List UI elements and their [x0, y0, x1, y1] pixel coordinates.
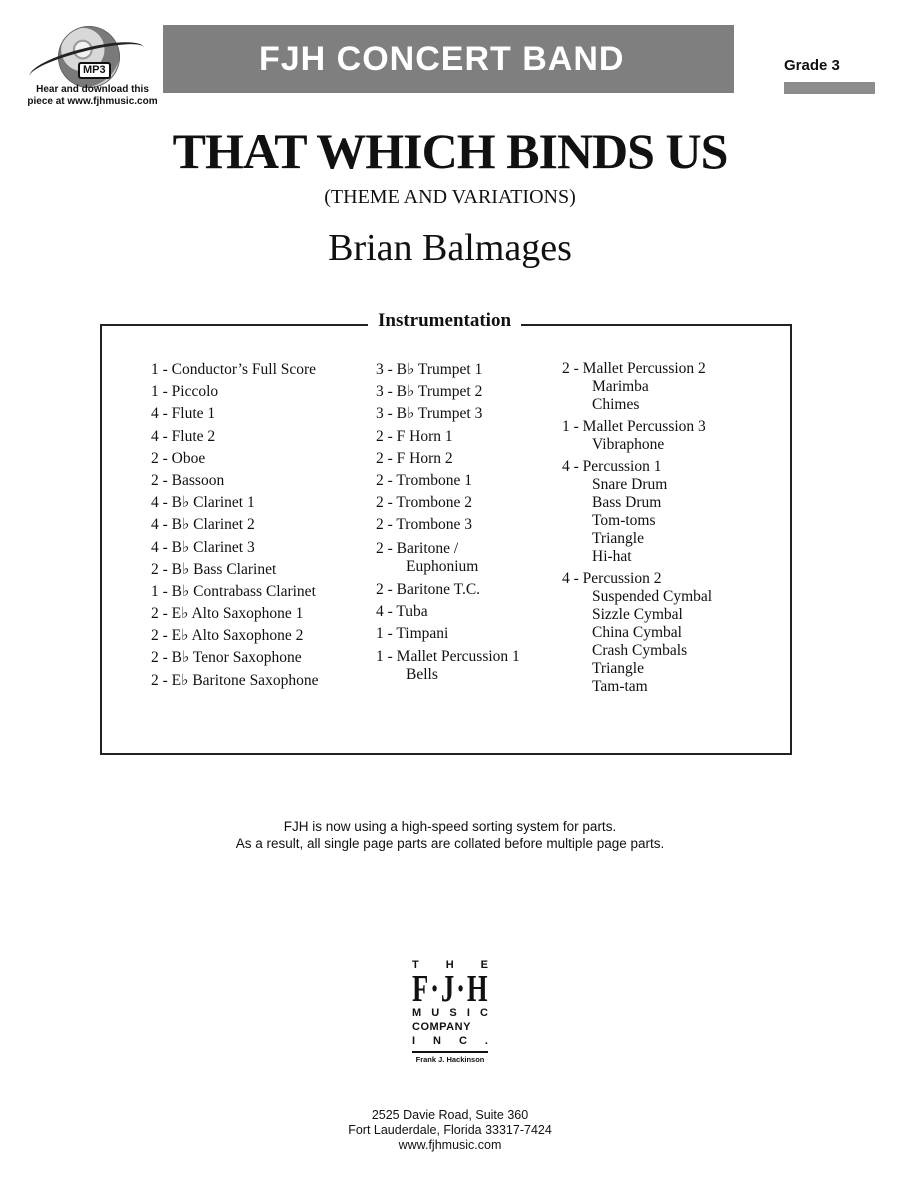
instrument-item: 4 - Flute 1	[151, 405, 216, 423]
logo-company	[412, 1020, 488, 1034]
instrument-item: 2 - E♭ Baritone Saxophone	[151, 671, 319, 689]
mp3-badge[interactable]	[20, 18, 165, 113]
instrument-item: 2 - Trombone 3	[376, 516, 473, 534]
logo-letter: ·	[456, 968, 465, 1010]
piece-subtitle: (THEME AND VARIATIONS)	[324, 186, 576, 208]
instrument-item: 1 - Mallet Percussion 1	[376, 648, 520, 666]
instrument-subitem: Vibraphone	[592, 436, 665, 453]
logo-letter: S	[449, 1007, 457, 1019]
instrument-group	[562, 360, 712, 414]
series-banner	[163, 25, 734, 93]
logo-letter: N	[433, 1035, 441, 1047]
logo-founder: Frank J. Hackinson	[415, 1055, 485, 1064]
instrument-item: 2 - B♭ Tenor Saxophone	[151, 649, 302, 667]
grade-label: Grade 3	[784, 57, 840, 74]
instrument-item: 2 - F Horn 1	[376, 427, 453, 445]
instrument-item: 3 - B♭ Trumpet 2	[376, 383, 483, 401]
logo-letter: U	[431, 1007, 440, 1019]
address-line-2: Fort Lauderdale, Florida 33317-7424	[348, 1123, 552, 1137]
instrument-column-3	[562, 360, 712, 700]
sorting-note	[0, 818, 900, 852]
instrument-item: 4 - B♭ Clarinet 3	[151, 538, 255, 556]
instrument-subitem: Suspended Cymbal	[592, 588, 713, 605]
instrument-item: 2 - Oboe	[151, 449, 206, 467]
instrument-group	[562, 418, 712, 454]
instrument-item: 4 - Percussion 1	[562, 458, 662, 475]
logo-inc	[412, 1034, 488, 1048]
logo-letter: F	[412, 968, 429, 1010]
instrument-subitem: Sizzle Cymbal	[592, 606, 683, 623]
instrument-item: 1 - Timpani	[376, 624, 449, 642]
instrument-item: 4 - Flute 2	[151, 427, 216, 445]
instrument-item: 3 - B♭ Trumpet 1	[376, 361, 483, 378]
series-title: FJH CONCERT BAND	[259, 39, 625, 78]
instrument-item: 2 - Baritone T.C.	[376, 580, 481, 598]
mp3-download-text	[20, 84, 165, 108]
logo-letter: T	[412, 959, 419, 971]
mp3-text-line-2: piece at www.fjhmusic.com	[27, 96, 158, 107]
instrumentation-heading: Instrumentation	[368, 310, 521, 332]
instrument-subitem: Tom-toms	[592, 512, 656, 529]
logo-letter: J	[440, 968, 455, 1010]
instrument-subitem: Triangle	[592, 660, 644, 677]
note-line-2: As a result, all single page parts are collated before multiple page parts.	[235, 836, 665, 851]
instrument-item: 2 - Trombone 1	[376, 471, 473, 489]
logo-letter: E	[480, 959, 488, 971]
instrument-item: 1 - Mallet Percussion 3	[562, 418, 706, 435]
note-line-1: FJH is now using a high-speed sorting system for parts.	[283, 819, 617, 834]
instrument-item: 2 - E♭ Alto Saxophone 2	[151, 627, 304, 645]
fjh-logo	[412, 958, 488, 1066]
instrument-subitem: Marimba	[592, 378, 649, 395]
instrument-item: 2 - Trombone 2	[376, 494, 473, 512]
logo-word: COMPANY	[412, 1021, 471, 1033]
instrument-column-2	[376, 359, 520, 684]
instrument-subitem: Bells	[406, 666, 438, 684]
instrument-subitem: China Cymbal	[592, 624, 682, 641]
logo-letter: C	[458, 1035, 467, 1047]
logo-letter: M	[412, 1007, 422, 1019]
instrument-subitem: Snare Drum	[592, 476, 668, 493]
instrument-subitem: Bass Drum	[592, 494, 662, 511]
composer-name: Brian Balmages	[328, 227, 572, 269]
instrument-item: 4 - Percussion 2	[562, 570, 662, 587]
mp3-label: MP3	[78, 62, 111, 79]
instrument-item: 1 - Piccolo	[151, 383, 219, 401]
instrument-subitem: Triangle	[592, 530, 644, 547]
logo-letter: H	[445, 959, 454, 971]
instrument-item: 2 - Baritone /	[376, 539, 459, 557]
instrument-subitem: Crash Cymbals	[592, 642, 688, 659]
instrument-item: 2 - Mallet Percussion 2	[562, 360, 706, 377]
publisher-address	[0, 1108, 900, 1153]
logo-letter: .	[484, 1035, 488, 1047]
instrument-subitem: Tam-tam	[592, 678, 648, 695]
instrument-item: 4 - Tuba	[376, 602, 428, 620]
instrument-item: 4 - B♭ Clarinet 1	[151, 494, 255, 512]
logo-letter: H	[466, 968, 488, 1010]
logo-fjh	[412, 968, 488, 1010]
mp3-text-line-1: Hear and download this	[36, 84, 149, 95]
instrument-item: 1 - B♭ Contrabass Clarinet	[151, 582, 316, 600]
website-link[interactable]: www.fjhmusic.com	[398, 1138, 502, 1152]
instrument-subitem: Chimes	[592, 396, 640, 413]
instrument-item: 2 - E♭ Alto Saxophone 1	[151, 605, 304, 623]
logo-rule	[412, 1051, 488, 1053]
instrument-column-1	[151, 359, 318, 692]
instrument-group	[562, 458, 712, 566]
instrument-item: 2 - B♭ Bass Clarinet	[151, 560, 277, 578]
instrument-item: 3 - B♭ Trumpet 3	[376, 405, 483, 423]
address-line-1: 2525 Davie Road, Suite 360	[371, 1108, 529, 1122]
logo-letter: C	[480, 1007, 488, 1019]
logo-letter: ·	[430, 968, 440, 1010]
logo-letter: I	[412, 1035, 416, 1047]
grade-bar	[784, 82, 875, 94]
instrument-subitem: Hi-hat	[592, 548, 632, 565]
logo-letter: I	[466, 1007, 470, 1019]
instrument-item: 2 - F Horn 2	[376, 449, 453, 467]
instrument-item: 1 - Conductor’s Full Score	[151, 361, 317, 378]
instrument-group	[562, 570, 712, 696]
instrument-subitem: Euphonium	[406, 557, 479, 575]
instrument-item: 2 - Bassoon	[151, 471, 225, 489]
instrument-item: 4 - B♭ Clarinet 2	[151, 516, 255, 534]
piece-title: THAT WHICH BINDS US	[172, 123, 728, 179]
